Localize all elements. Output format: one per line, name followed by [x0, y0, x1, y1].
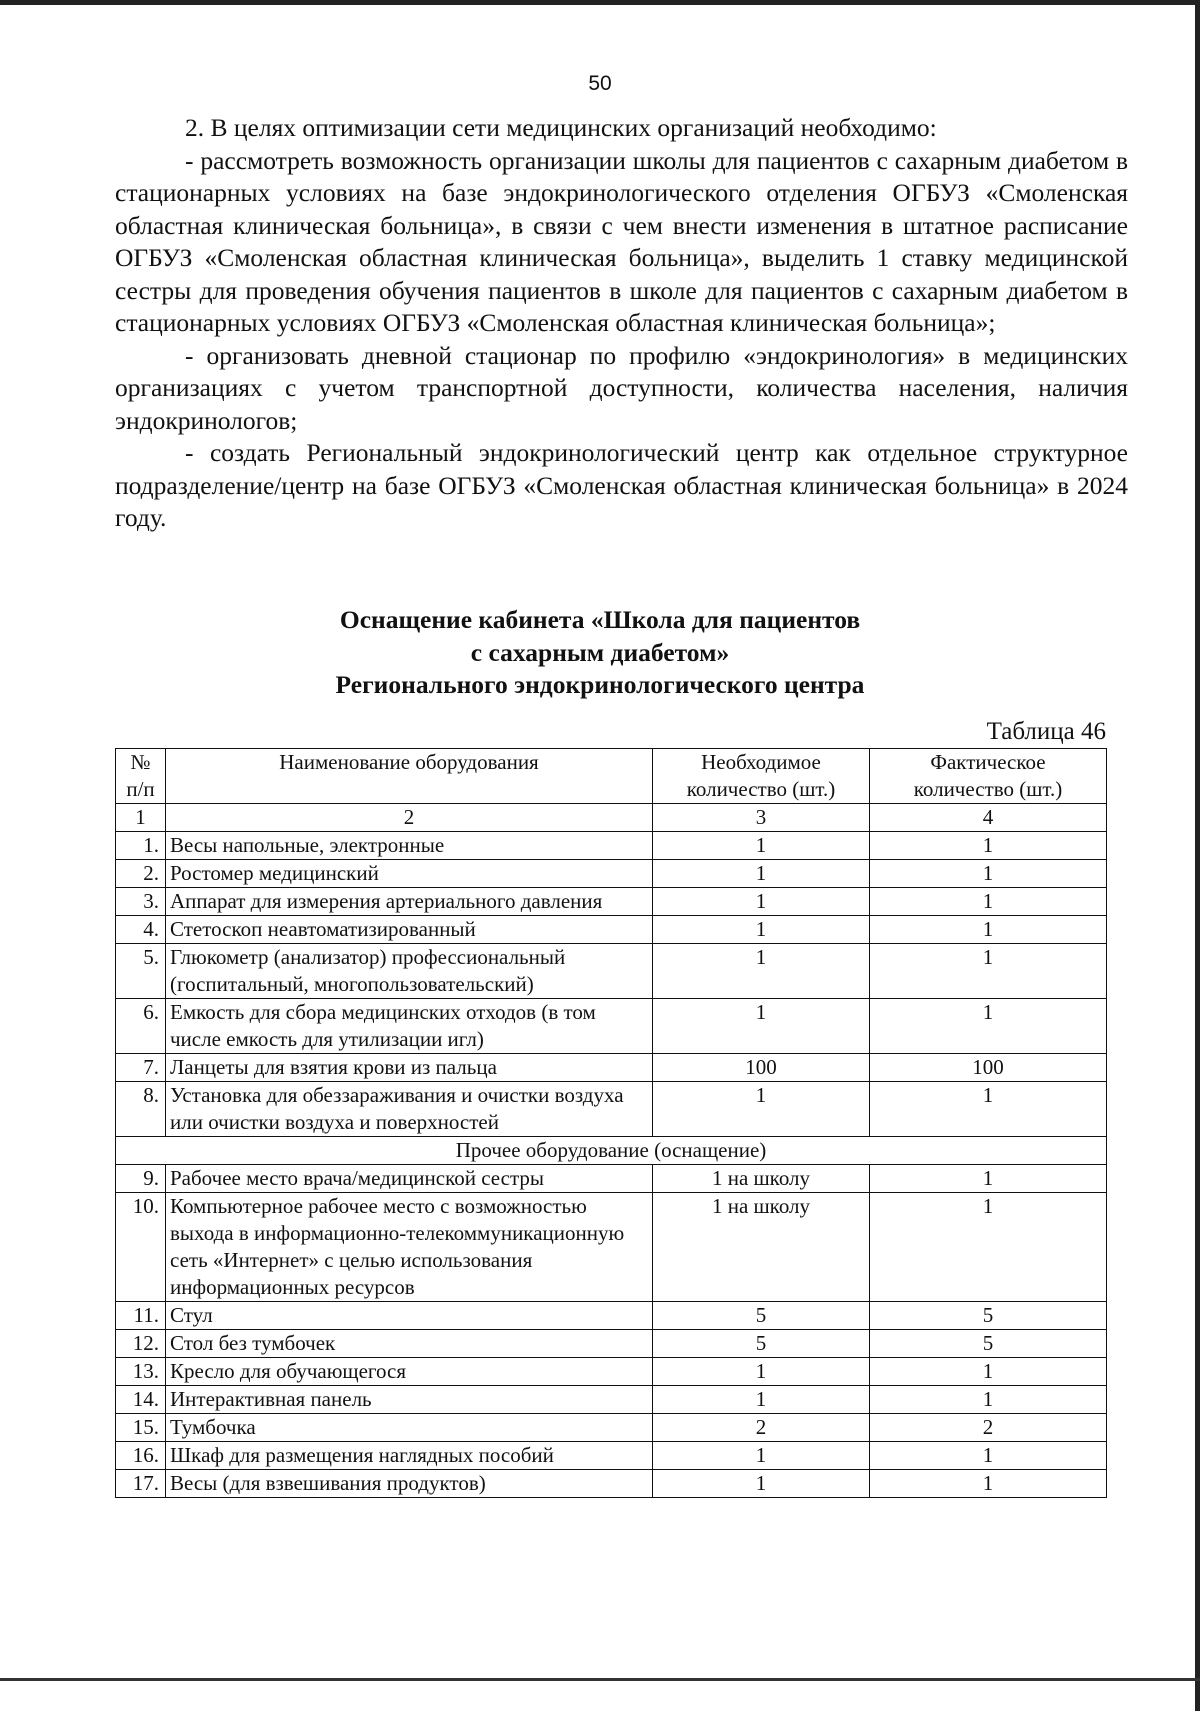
table-row — [116, 888, 1107, 916]
page-number: 50 — [588, 72, 612, 95]
header-required-line-2: количество (шт.) — [686, 777, 836, 801]
row-name: Кресло для обучающегося — [166, 1358, 653, 1386]
column-number-row — [116, 804, 1107, 832]
page-border-bottom — [0, 1678, 1200, 1681]
title-line-1: Оснащение кабинета «Школа для пациентов — [339, 605, 861, 634]
header-actual-line-2: количество (шт.) — [913, 777, 1063, 801]
table-row — [116, 860, 1107, 888]
row-required: 1 — [653, 1358, 870, 1386]
page-border-top — [0, 0, 1200, 5]
header-name: Наименование оборудования — [166, 749, 653, 804]
row-number: 4. — [116, 916, 166, 944]
row-required: 1 — [653, 832, 870, 860]
row-required: 1 — [653, 916, 870, 944]
table-header-row — [116, 749, 1107, 804]
paragraph-intro: 2. В целях оптимизации сети медицинских организаций необходимо: — [185, 113, 937, 142]
row-name: Стетоскоп неавтоматизированный — [166, 916, 653, 944]
paragraph-regional-center: - создать Региональный эндокринологический центр как отдельное структурное подразделение/центр на базе ОГБУЗ «Смоленская областная клиническая больница» в 2024 году. — [115, 438, 1128, 532]
row-name: Стол без тумбочек — [166, 1330, 653, 1358]
row-actual: 1 — [870, 1082, 1107, 1137]
header-number — [116, 749, 166, 804]
row-name: Емкость для сбора медицинских отходов (в том числе емкость для утилизации игл) — [166, 999, 653, 1054]
table-row — [116, 944, 1107, 999]
header-required-line-1: Необходимое — [701, 750, 821, 774]
row-number: 13. — [116, 1358, 166, 1386]
row-actual: 1 — [870, 1442, 1107, 1470]
row-name: Установка для обеззараживания и очистки воздуха или очистки воздуха и поверхностей — [166, 1082, 653, 1137]
row-number: 9. — [116, 1165, 166, 1193]
section-label: Прочее оборудование (оснащение) — [116, 1137, 1107, 1165]
row-required: 1 на школу — [653, 1165, 870, 1193]
table-row — [116, 1386, 1107, 1414]
table-row — [116, 1470, 1107, 1498]
row-number: 2. — [116, 860, 166, 888]
header-number-line-2: п/п — [126, 777, 155, 801]
row-name: Ланцеты для взятия крови из пальца — [166, 1054, 653, 1082]
row-actual: 1 — [870, 1358, 1107, 1386]
row-required: 1 — [653, 860, 870, 888]
section-title — [0, 604, 1200, 702]
row-number: 7. — [116, 1054, 166, 1082]
row-required: 100 — [653, 1054, 870, 1082]
row-actual: 1 — [870, 1386, 1107, 1414]
row-required: 5 — [653, 1330, 870, 1358]
row-actual: 5 — [870, 1302, 1107, 1330]
row-name: Весы (для взвешивания продуктов) — [166, 1470, 653, 1498]
header-number-line-1: № — [130, 750, 151, 774]
row-actual: 1 — [870, 888, 1107, 916]
row-name: Аппарат для измерения артериального давления — [166, 888, 653, 916]
table-row — [116, 1082, 1107, 1137]
equipment-table — [115, 748, 1107, 1498]
row-name: Компьютерное рабочее место с возможностью выхода в информационно-телекоммуникационную сеть «Интернет» с целью использования информационных ресурсов — [166, 1193, 653, 1302]
table-row — [116, 1054, 1107, 1082]
table-row — [116, 1165, 1107, 1193]
table-row — [116, 832, 1107, 860]
row-number: 10. — [116, 1193, 166, 1302]
row-name: Интерактивная панель — [166, 1386, 653, 1414]
row-required: 5 — [653, 1302, 870, 1330]
header-required — [653, 749, 870, 804]
row-number: 11. — [116, 1302, 166, 1330]
table-row — [116, 1193, 1107, 1302]
column-number: 3 — [653, 804, 870, 832]
row-number: 12. — [116, 1330, 166, 1358]
row-required: 1 — [653, 944, 870, 999]
row-name: Глюкометр (анализатор) профессиональный (госпитальный, многопользовательский) — [166, 944, 653, 999]
title-line-3: Регионального эндокринологического центра — [335, 670, 865, 699]
table-caption: Таблица 46 — [986, 718, 1106, 745]
row-actual: 1 — [870, 999, 1107, 1054]
row-actual: 1 — [870, 832, 1107, 860]
row-number: 3. — [116, 888, 166, 916]
row-required: 2 — [653, 1414, 870, 1442]
row-number: 15. — [116, 1414, 166, 1442]
row-required: 1 — [653, 1442, 870, 1470]
row-number: 14. — [116, 1386, 166, 1414]
row-number: 17. — [116, 1470, 166, 1498]
row-name: Ростомер медицинский — [166, 860, 653, 888]
row-actual: 1 — [870, 944, 1107, 999]
row-required: 1 — [653, 1082, 870, 1137]
paragraph-school: - рассмотреть возможность организации школы для пациентов с сахарным диабетом в стационарных условиях на базе эндокринологического отделения ОГБУЗ «Смоленская областная клиническая больница», в связи с чем внести изменения в штатное расписание ОГБУЗ «Смоленская областная клиническая больница», выделить 1 ставку медицинской сестры для проведения обучения пациентов в школе для пациентов с сахарным диабетом в стационарных условиях ОГБУЗ «Смоленская областная клиническая больница»; — [115, 145, 1128, 337]
table-row — [116, 1414, 1107, 1442]
row-actual: 1 — [870, 916, 1107, 944]
row-required: 1 — [653, 1386, 870, 1414]
row-number: 1. — [116, 832, 166, 860]
row-required: 1 — [653, 1470, 870, 1498]
row-actual: 2 — [870, 1414, 1107, 1442]
row-actual: 1 — [870, 1193, 1107, 1302]
row-number: 6. — [116, 999, 166, 1054]
row-required: 1 на школу — [653, 1193, 870, 1302]
row-name: Рабочее место врача/медицинской сестры — [166, 1165, 653, 1193]
row-actual: 1 — [870, 860, 1107, 888]
column-number: 2 — [166, 804, 653, 832]
header-actual-line-1: Фактическое — [930, 750, 1046, 774]
row-name: Шкаф для размещения наглядных пособий — [166, 1442, 653, 1470]
column-number: 1 — [116, 804, 166, 832]
table-row — [116, 916, 1107, 944]
page-border-right — [1195, 0, 1200, 1711]
row-actual: 1 — [870, 1165, 1107, 1193]
table-row — [116, 999, 1107, 1054]
row-name: Стул — [166, 1302, 653, 1330]
header-actual — [870, 749, 1107, 804]
table-row — [116, 1302, 1107, 1330]
table-row — [116, 1330, 1107, 1358]
row-name: Весы напольные, электронные — [166, 832, 653, 860]
column-number: 4 — [870, 804, 1107, 832]
title-line-2: с сахарным диабетом» — [470, 637, 730, 667]
row-name: Тумбочка — [166, 1414, 653, 1442]
row-required: 1 — [653, 999, 870, 1054]
row-number: 5. — [116, 944, 166, 999]
body-text — [115, 112, 1128, 535]
row-actual: 5 — [870, 1330, 1107, 1358]
row-number: 16. — [116, 1442, 166, 1470]
table-row — [116, 1442, 1107, 1470]
row-actual: 100 — [870, 1054, 1107, 1082]
row-required: 1 — [653, 888, 870, 916]
section-row — [116, 1137, 1107, 1165]
row-number: 8. — [116, 1082, 166, 1137]
paragraph-day-hospital: - организовать дневной стационар по профилю «эндокринология» в медицинских организациях с учетом транспортной доступности, количества населения, наличия эндокринологов; — [115, 340, 1128, 435]
row-actual: 1 — [870, 1470, 1107, 1498]
table-row — [116, 1358, 1107, 1386]
